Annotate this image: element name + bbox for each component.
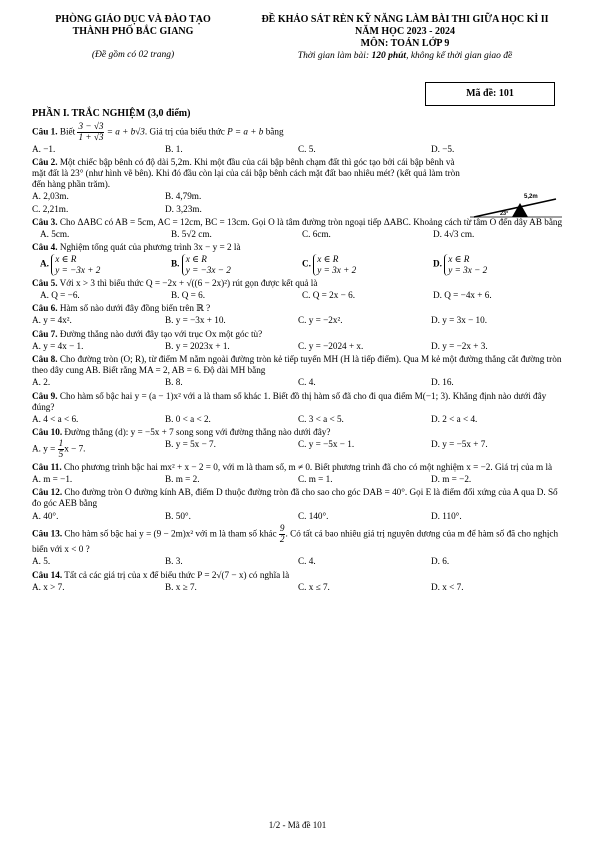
expression: P = a + b [227,126,264,137]
system-line: x ∈ R [55,254,77,265]
system-line: x ∈ R [317,254,339,265]
question-text: Tất cả các giá trị của x để biểu thức P = 2√(7 − x) có nghĩa là [64,569,290,580]
equation-system [313,254,356,275]
option-b: B. 50°. [165,510,191,521]
question-text: . Giá trị của biểu thức [144,126,225,137]
option-d: D. 4√3 cm. [433,229,475,240]
option-c: C. m = 1. [298,474,333,484]
time-value: 120 phút [371,50,407,61]
option-d [433,254,564,275]
system-line: y = −3x − 2 [185,265,231,276]
question-text: Cho hàm số bậc hai y = (9 − 2m)x² với m là tham số khác [64,528,277,539]
options-6 [32,315,564,326]
equation-system [51,254,100,275]
question-14 [32,570,564,581]
option-a: A. x > 7. [32,581,65,592]
question-7 [32,329,564,340]
option-d: D. 110°. [431,510,462,521]
options-14 [32,582,564,593]
equation: = a + b√3 [106,126,145,137]
options-2b [32,204,564,215]
option-b: B. 0 < a < 2. [165,414,211,425]
question-label: Câu 5. [32,277,58,288]
exam-header [230,14,580,62]
question-13 [32,524,564,556]
question-text: Với x > 3 thì biểu thức Q = −2x + √((6 − 2x)²) rút gọn được kết quả là [59,277,318,288]
question-label: Câu 13. [32,528,63,539]
option-d: D. 6. [431,556,450,567]
option-a: A. y = 4x². [32,315,72,326]
option-d: D. y = 3x − 10. [431,315,488,326]
seesaw-angle-label: 23° [500,211,509,217]
time-label: Thời gian làm bài: [297,50,372,61]
option-b: B. 3. [165,556,183,567]
fraction-denominator: 5 [58,449,64,460]
option-c: C. 2,21m. [32,203,69,214]
question-text: Một chiếc bập bênh có độ dài 5,2m. Khi một đầu của cái bập bênh chạm đất thì góc tạo bởi cái bập bênh và mặt đất là 23° (như hình vẽ bên). Khi đó đầu còn lại của cái bập bênh cách mặt đất bao nhiêu mét? (kết quả làm tròn đến hàng phần trăm). [32,156,460,190]
option-text: A. y = [32,443,56,454]
system-line: y = −3x + 2 [55,265,101,276]
question-text: Cho phương trình bậc hai mx² + x − 2 = 0, với m là tham số, m ≠ 0. Biết phương trình đã cho có một nghiệm x = −2. Giá trị của m là [63,461,553,472]
question-5 [32,278,564,289]
option-d: D. 2 < a < 4. [431,414,478,425]
question-label: Câu 11. [32,461,62,472]
question-text: Đường thẳng (d): y = −5x + 7 song song với đường thẳng nào dưới đây? [64,427,331,438]
question-label: Câu 3. [32,216,58,227]
system-line: y = 3x + 2 [317,265,357,276]
fraction-denominator: 1 + √3 [78,131,104,142]
option-b: B. Q = 6. [171,289,206,300]
fraction-numerator: 3 − √3 [78,121,104,132]
option-b: B. x ≥ 7. [165,581,197,592]
question-text: Cho hàm số bậc hai y = (a − 1)x² với a là tham số khác 1. Biết đồ thị hàm số đã cho đi qua điểm M(−1; 3). Khẳng định nào dưới đây đúng? [32,390,547,412]
exam-body [32,104,564,593]
option-c: C. Q = 2x − 6. [302,289,355,300]
options-13 [32,556,564,567]
question-6 [32,303,564,314]
option-d: D. y = −5x + 7. [431,439,488,450]
options-2 [32,191,564,202]
option-b: B. 4,79m. [165,191,202,202]
system-line: x ∈ R [185,254,207,265]
question-12 [32,487,564,509]
exam-year: NĂM HỌC 2023 - 2024 [355,26,455,38]
question-4 [32,242,564,253]
option-c: C. 140°. [298,510,329,521]
options-9 [32,414,564,425]
fraction-numerator: 9 [279,522,285,533]
option-key: D. [433,259,442,270]
options-8 [32,377,564,388]
question-8 [32,354,564,376]
department-header [28,14,238,61]
option-c: C. y = −2x². [298,315,343,326]
option-a: A. Q = −6. [40,289,80,300]
option-d: D. −5. [431,143,455,154]
option-d: D. y = −2x + 3. [431,340,488,351]
options-12 [32,511,564,522]
option-b: B. y = 5x − 7. [165,439,216,450]
option-a: A. −1. [32,143,56,154]
options-5 [32,290,564,301]
option-a [32,439,165,459]
question-text: Cho ΔABC có AB = 5cm, AC = 12cm, BC = 13cm. Gọi O là tâm đường tròn ngoại tiếp ΔABC. Khoảng cách từ tâm O đến dây AB bằng [59,216,563,227]
option-b: B. 5√2 cm. [171,229,212,240]
equation-system [444,254,487,275]
option-b: B. 8. [165,377,183,388]
question-label: Câu 1. [32,126,58,137]
options-7 [32,341,564,352]
system-line: x ∈ R [448,254,470,265]
section-title: PHẦN I. TRẮC NGHIỆM (3,0 điểm) [32,108,191,119]
options-4 [32,254,564,275]
question-label: Câu 8. [32,353,58,364]
question-9 [32,391,564,413]
option-c: C. y = −5x − 1. [298,439,355,450]
exam-subject: MÔN: TOÁN LỚP 9 [360,38,450,50]
option-d: D. Q = −4x + 6. [433,289,492,300]
option-a: A. 40°. [32,510,59,521]
exam-title: ĐỀ KHẢO SÁT RÈN KỸ NĂNG LÀM BÀI THI GIỮA HỌC KÌ II [261,14,549,25]
question-text: . Có tất cả bao nhiêu giá trị nguyên dương của m để hàm số đã cho nghịch biến với x < 0 ? [32,528,559,555]
options-11 [32,474,564,485]
question-2 [32,157,462,191]
option-b: B. y = 2023x + 1. [165,340,230,351]
option-a: A. y = 4x − 1. [32,340,84,351]
option-c: C. 6cm. [302,229,331,240]
question-label: Câu 4. [32,242,58,253]
question-label: Câu 7. [32,328,58,339]
option-a: A. 2. [32,377,51,388]
option-d: D. 16. [431,377,454,388]
question-10 [32,427,564,438]
option-c: C. 4. [298,556,316,567]
question-label: Câu 9. [32,390,58,401]
option-d: D. 3,23m. [165,203,202,214]
question-text: Cho đường tròn O đường kính AB, điểm D thuộc đường tròn đã cho sao cho góc DAB = 40°. Gọi E là điểm đối xứng của A qua D. Số đo góc AEB bằng [32,487,558,509]
question-label: Câu 12. [32,487,63,498]
fraction [77,122,104,142]
question-label: Câu 2. [32,156,58,167]
option-c: C. 5. [298,143,316,154]
option-text: x − 7. [64,443,86,454]
pages-note: (Đề gồm có 02 trang) [91,50,175,60]
equation-system [182,254,231,275]
question-text: Biết [59,126,76,137]
option-d: D. x < 7. [431,581,464,592]
seesaw-length-label: 5,2m [524,194,538,200]
exam-code-box: Mã đề: 101 [425,82,555,106]
options-10 [32,439,564,459]
option-a: A. 4 < a < 6. [32,414,79,425]
question-text: bằng [265,126,284,137]
dept-line2: THÀNH PHỐ BẮC GIANG [72,26,194,37]
option-b: B. y = −3x + 10. [165,315,226,326]
question-3 [32,217,564,228]
option-c: C. 4. [298,377,316,388]
option-key: C. [302,259,311,270]
question-1 [32,122,564,142]
option-key: A. [40,259,49,270]
exam-time [230,51,580,63]
option-b: B. 1. [165,143,183,154]
system-line: y = 3x − 2 [448,265,488,276]
option-a: A. 5. [32,556,51,567]
option-c: C. 3 < a < 5. [298,414,344,425]
question-label: Câu 14. [32,569,63,580]
fraction-numerator: 1 [58,438,64,449]
fraction-denominator: 2 [279,533,285,544]
question-text: Đường thẳng nào dưới đây tạo với trục Ox một góc tù? [59,328,263,339]
options-1 [32,144,564,155]
option-c [302,254,433,275]
option-a [40,254,171,275]
page-footer: 1/2 - Mã đề 101 [268,820,327,830]
question-text: Hàm số nào dưới đây đồng biến trên ℝ ? [59,303,211,314]
question-text: Nghiệm tổng quát của phương trình 3x − y = 2 là [59,242,241,253]
question-text: Cho đường tròn (O; R), từ điểm M nằm ngoài đường tròn kẻ tiếp tuyến MH (H là tiếp điểm). Qua M kẻ một đường thẳng cắt đường tròn theo dây cung AB. Biết rằng MA = 2, AB = 6. Độ dài MH bằng [32,353,562,376]
question-label: Câu 10. [32,427,63,438]
option-key: B. [171,259,180,270]
option-a: A. 5cm. [40,229,70,240]
options-3 [32,229,564,240]
option-c: C. y = −2024 + x. [298,340,364,351]
option-c: C. x ≤ 7. [298,581,330,592]
option-a: A. 2,03m. [32,191,69,202]
option-d: D. m = −2. [431,474,472,484]
option-a: A. m = −1. [32,474,73,484]
option-b: B. m = 2. [165,474,200,484]
option-b [171,254,302,275]
dept-line1: PHÒNG GIÁO DỤC VÀ ĐÀO TẠO [55,14,211,25]
time-suffix: , không kể thời gian giao đề [406,50,513,61]
question-11 [32,462,564,473]
question-label: Câu 6. [32,303,58,314]
